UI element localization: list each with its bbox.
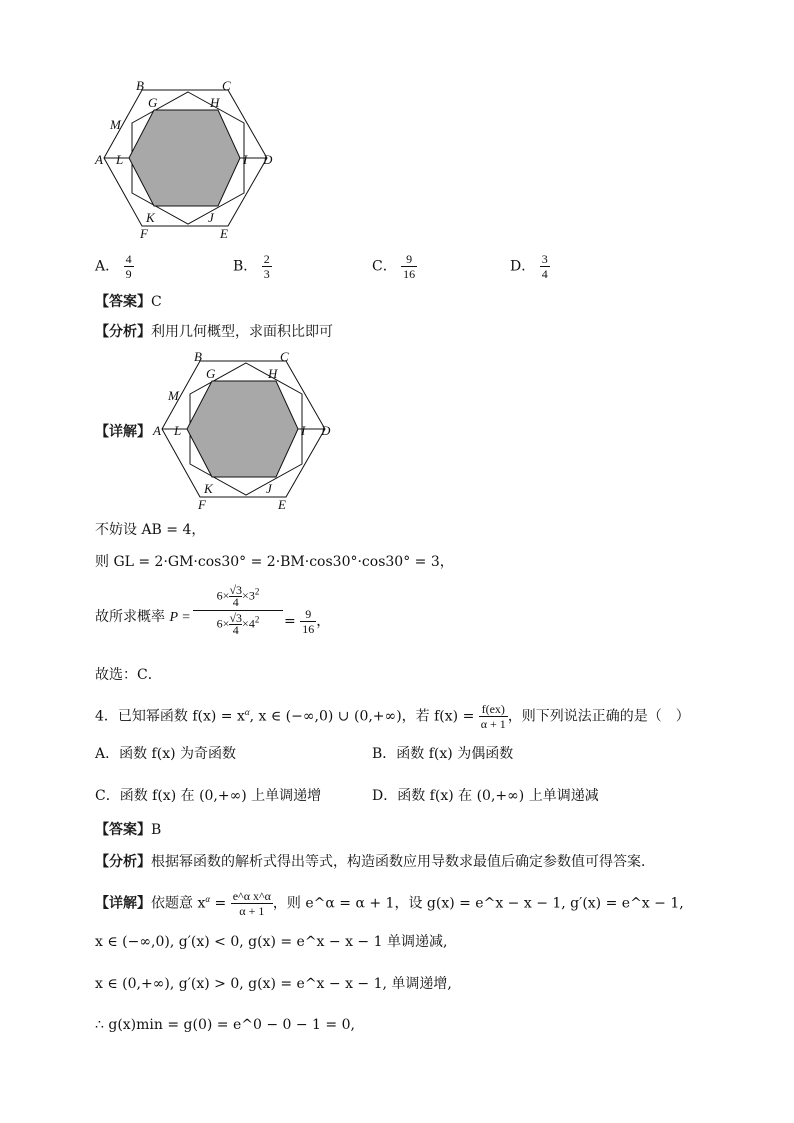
label-A: A bbox=[95, 152, 103, 167]
result-num: 9 bbox=[300, 607, 316, 622]
q3-answer bbox=[95, 292, 162, 312]
answer-value: C bbox=[151, 294, 162, 310]
text: x ∈ (−∞,0), g′(x) < 0, g(x) = e^x − x − 1 单调递减, bbox=[95, 934, 448, 950]
text: 则 GL = 2·GM·cos30° = 2·BM·cos30°·cos30° = 3， bbox=[95, 554, 454, 570]
option-fraction: $\frac{3}{4}$ bbox=[541, 252, 548, 281]
label-M: M bbox=[110, 117, 121, 132]
text: 不妨设 AB = 4， bbox=[95, 522, 206, 538]
option-letter: B． bbox=[233, 258, 258, 275]
fraction-numerator: 6× $\frac{√3}{4}$ $\times 3^2$ bbox=[193, 585, 283, 611]
label-D: D bbox=[263, 152, 273, 167]
label-I: I bbox=[301, 423, 306, 438]
q4-answer bbox=[95, 820, 161, 840]
analysis-tag: 【分析】 bbox=[95, 324, 151, 340]
q4-line-pos bbox=[95, 974, 452, 994]
q3-option-d bbox=[510, 252, 550, 281]
hexagon-figure-detail bbox=[150, 349, 340, 515]
label-E: E bbox=[278, 497, 286, 512]
analysis-tag: 【分析】 bbox=[95, 854, 151, 870]
option-fraction: $\frac{4}{9}$ bbox=[125, 252, 132, 281]
option-letter: D． bbox=[510, 258, 536, 275]
detail-part: ，则 e^α = α + 1，设 g(x) = e^x − x − 1, g′(x) = e^x − 1, bbox=[272, 895, 684, 912]
stem-fraction: $\frac{f(ex)}{\alpha + 1}$ bbox=[480, 702, 506, 732]
label-F: F bbox=[140, 226, 148, 241]
text: x ∈ (0,+∞), g′(x) > 0, g(x) = e^x − x − 1, 单调递增, bbox=[95, 976, 452, 992]
q4-line-min bbox=[95, 1015, 355, 1035]
stem-sup: α bbox=[244, 707, 250, 717]
q4-stem bbox=[95, 702, 690, 731]
result-den: 16 bbox=[302, 622, 315, 636]
q4-detail bbox=[95, 889, 684, 918]
probability-result: = $\frac{9}{16}$ ， bbox=[284, 607, 331, 636]
q4-analysis bbox=[95, 852, 655, 872]
label-L: L bbox=[174, 423, 182, 438]
q3-detail-tag bbox=[95, 422, 151, 442]
detail-fraction: $\frac{\text{e\textasciicircum{}α x\textasciicircum{}α}}{\alpha + 1}$ bbox=[232, 889, 271, 919]
detail-sup: α bbox=[205, 894, 211, 904]
detail-part: 依题意 x bbox=[151, 895, 206, 912]
detail-tag: 【详解】 bbox=[95, 424, 151, 440]
label-B: B bbox=[136, 78, 144, 93]
answer-tag: 【答案】 bbox=[95, 294, 151, 310]
q3-line2 bbox=[95, 552, 454, 572]
q3-line4 bbox=[95, 665, 162, 685]
q3-line1 bbox=[95, 520, 205, 540]
stem-part: 4．已知幂函数 f(x) = x bbox=[95, 708, 245, 725]
label-H: H bbox=[210, 95, 220, 110]
label-J: J bbox=[208, 210, 214, 225]
q4-option-b: B．函数 f(x) 为偶函数 bbox=[372, 746, 514, 762]
stem-part: , x ∈ (−∞,0) ∪ (0,+∞)，若 f(x) = bbox=[249, 708, 475, 725]
option-letter: C． bbox=[372, 258, 397, 275]
label-E: E bbox=[220, 226, 228, 241]
label-M: M bbox=[168, 388, 179, 403]
text: ∴ g(x)min = g(0) = e^0 − 0 − 1 = 0, bbox=[95, 1017, 355, 1033]
option-fraction: $\frac{9}{16}$ bbox=[403, 252, 416, 281]
q4-option-d: D．函数 f(x) 在 (0,+∞) 上单调递减 bbox=[372, 788, 599, 804]
label-I: I bbox=[243, 152, 248, 167]
q3-option-b bbox=[233, 252, 272, 281]
q3-analysis bbox=[95, 322, 333, 342]
analysis-text: 根据幂函数的解析式得出等式，构造函数应用导数求最值后确定参数值可得答案． bbox=[151, 854, 655, 870]
detail-part: = bbox=[210, 895, 227, 912]
label-D: D bbox=[321, 423, 331, 438]
stem-part: ，则下列说法正确的是（ ） bbox=[507, 708, 690, 725]
label-F: F bbox=[198, 497, 206, 512]
label-B: B bbox=[194, 349, 202, 364]
label-K: K bbox=[204, 481, 213, 496]
label-H: H bbox=[268, 366, 278, 381]
analysis-text: 利用几何概型，求面积比即可 bbox=[151, 324, 333, 340]
q4-option-c: C．函数 f(x) 在 (0,+∞) 上单调递增 bbox=[95, 788, 322, 804]
prob-symbol: P = bbox=[169, 610, 191, 625]
q3-line3 bbox=[95, 607, 191, 628]
q3-option-c bbox=[372, 252, 417, 281]
probability-big-fraction bbox=[193, 585, 283, 636]
text: 故所求概率 bbox=[95, 609, 165, 625]
q4-line-neg bbox=[95, 932, 447, 952]
label-G: G bbox=[206, 366, 216, 381]
label-K: K bbox=[146, 210, 155, 225]
fraction-denominator: 6× $\frac{√3}{4}$ $\times 4^2$ bbox=[216, 611, 260, 637]
answer-value: B bbox=[151, 822, 162, 838]
label-J: J bbox=[266, 481, 272, 496]
q3-option-a bbox=[95, 252, 134, 281]
label-C: C bbox=[280, 349, 289, 364]
detail-tag: 【详解】 bbox=[95, 895, 151, 912]
shaded-hexagon bbox=[187, 381, 298, 477]
shaded-hexagon bbox=[129, 110, 240, 206]
label-C: C bbox=[222, 78, 231, 93]
hexagon-figure-top bbox=[92, 78, 282, 244]
label-A: A bbox=[153, 423, 161, 438]
q4-option-a: A．函数 f(x) 为奇函数 bbox=[95, 746, 237, 762]
option-letter: A． bbox=[95, 258, 120, 275]
label-G: G bbox=[148, 95, 158, 110]
answer-tag: 【答案】 bbox=[95, 822, 151, 838]
text: 故选：C． bbox=[95, 667, 162, 683]
label-L: L bbox=[116, 152, 124, 167]
option-fraction: $\frac{2}{3}$ bbox=[263, 252, 270, 281]
